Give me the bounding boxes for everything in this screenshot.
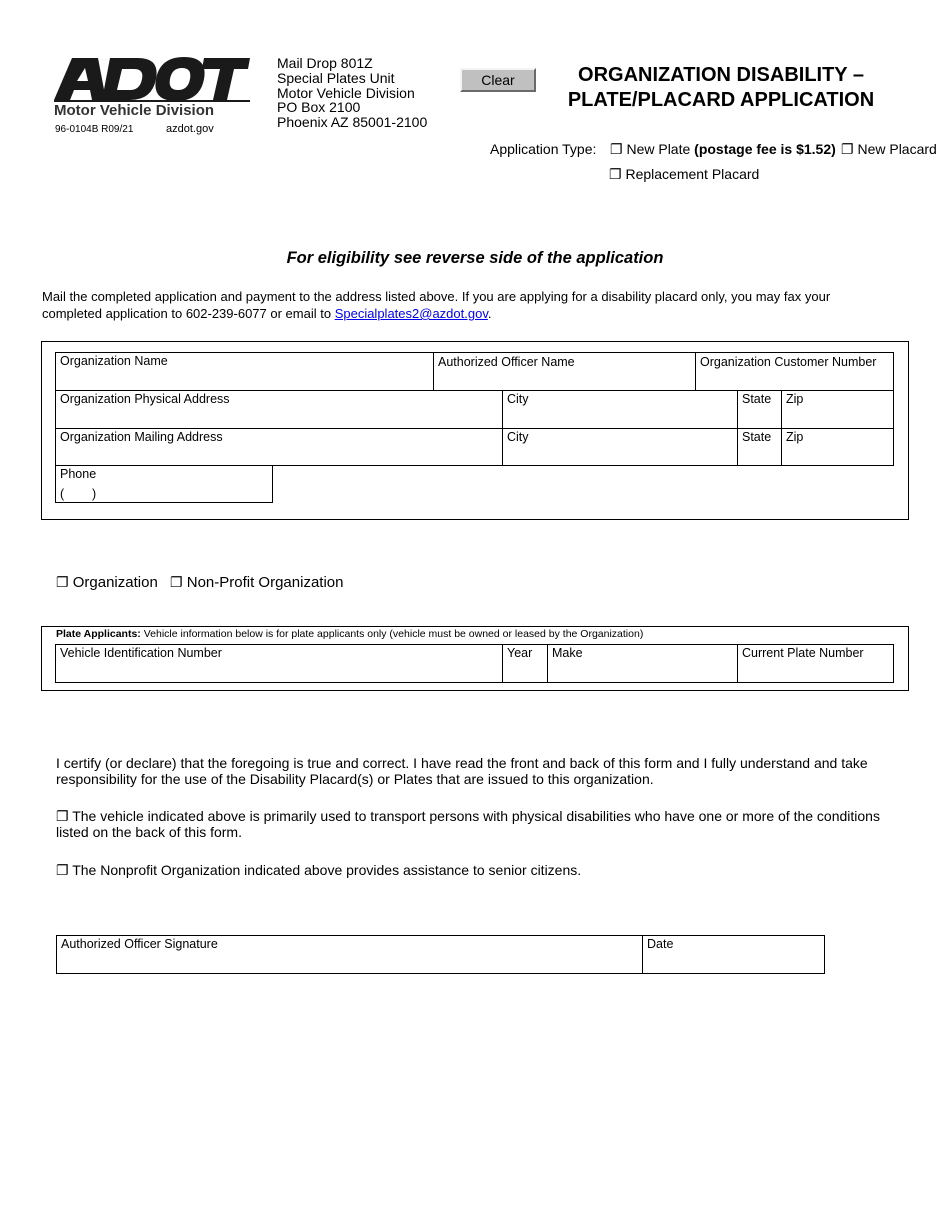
org-name-field[interactable] bbox=[55, 352, 435, 391]
instructions-text: Mail the completed application and payment to the address listed above. If you are applying for a disability placard only, you may fax your completed application to 602-239-6077 or email to bbox=[42, 289, 831, 321]
officer-signature-field[interactable] bbox=[56, 935, 644, 974]
new-placard-option[interactable] bbox=[841, 141, 937, 157]
current-plate-field[interactable] bbox=[737, 644, 894, 683]
mailing-address-field[interactable] bbox=[55, 428, 504, 466]
phone-format: ( ) bbox=[60, 487, 97, 501]
application-type-label: Application Type: bbox=[490, 141, 597, 157]
clear-button[interactable]: Clear bbox=[460, 68, 536, 92]
adot-logo bbox=[54, 56, 250, 102]
org-name-label: Organization Name bbox=[60, 354, 168, 368]
mailing-zip-field[interactable] bbox=[781, 428, 894, 466]
certification-statement: I certify (or declare) that the foregoing is true and correct. I have read the front and back of this form and I fully understand and take responsibility for the use of the Disability Placard(s) or Plates that are issued to this organization. bbox=[56, 755, 868, 787]
instructions bbox=[42, 288, 882, 322]
postage-fee-note: (postage fee is $1.52) bbox=[694, 141, 836, 157]
new-placard-label: New Placard bbox=[857, 141, 937, 157]
address-line: Mail Drop 801Z bbox=[277, 55, 373, 71]
address-line: Phoenix AZ 85001-2100 bbox=[277, 114, 428, 131]
city-label: City bbox=[507, 392, 529, 406]
title-line-1: ORGANIZATION DISABILITY – bbox=[578, 64, 864, 86]
non-profit-label: Non-Profit Organization bbox=[186, 574, 344, 591]
vin-field[interactable] bbox=[55, 644, 504, 683]
mailing-city-field[interactable] bbox=[502, 428, 739, 466]
mailing-state-field[interactable] bbox=[737, 428, 783, 466]
city-label: City bbox=[507, 430, 529, 444]
instructions-end: . bbox=[487, 306, 492, 321]
phone-label: Phone bbox=[60, 467, 97, 481]
non-profit-option[interactable] bbox=[170, 573, 343, 592]
date-field[interactable] bbox=[642, 935, 825, 974]
division-name: Motor Vehicle Division bbox=[54, 102, 215, 119]
physical-city-field[interactable] bbox=[502, 390, 739, 429]
plate-applicants-bold: Plate Applicants: bbox=[56, 628, 141, 640]
make-field[interactable] bbox=[547, 644, 739, 683]
senior-assistance-text: The Nonprofit Organization indicated above provides assistance to senior citizens. bbox=[72, 862, 582, 878]
address-line: Motor Vehicle Division bbox=[277, 84, 415, 101]
year-label: Year bbox=[507, 646, 533, 660]
phone-field[interactable] bbox=[55, 465, 273, 503]
state-label: State bbox=[742, 392, 772, 406]
vin-label: Vehicle Identification Number bbox=[60, 646, 222, 660]
new-plate-label: New Plate bbox=[626, 141, 691, 157]
new-plate-checkbox[interactable]: ❐ bbox=[610, 141, 623, 157]
signature-label: Authorized Officer Signature bbox=[61, 937, 218, 951]
senior-assistance-checkbox[interactable]: ❐ bbox=[56, 862, 69, 878]
form-title bbox=[540, 63, 902, 113]
replacement-placard-checkbox[interactable]: ❐ bbox=[609, 166, 622, 182]
physical-state-field[interactable] bbox=[737, 390, 783, 429]
physical-address-field[interactable] bbox=[55, 390, 504, 429]
organization-option[interactable] bbox=[56, 573, 158, 592]
officer-name-field[interactable] bbox=[433, 352, 696, 391]
current-plate-label: Current Plate Number bbox=[742, 646, 864, 660]
title-line-2: PLATE/PLACARD APPLICATION bbox=[567, 89, 875, 111]
form-number: 96-0104B R09/21 bbox=[55, 124, 134, 135]
physical-zip-field[interactable] bbox=[781, 390, 894, 429]
mailing-address bbox=[277, 56, 427, 130]
mailing-address-label: Organization Mailing Address bbox=[60, 430, 223, 444]
vehicle-transport-text: The vehicle indicated above is primarily used to transport persons with physical disabilities who have one or more of the conditions listed on the back of this form. bbox=[56, 808, 880, 840]
vehicle-transport-checkbox[interactable]: ❐ bbox=[56, 808, 69, 824]
date-label: Date bbox=[647, 937, 674, 951]
organization-checkbox[interactable]: ❐ bbox=[56, 574, 69, 590]
adot-logo-graphic bbox=[54, 56, 250, 102]
state-label: State bbox=[742, 430, 772, 444]
customer-number-label: Organization Customer Number bbox=[700, 355, 877, 369]
email-link[interactable]: Specialplates2@azdot.gov bbox=[334, 306, 488, 321]
customer-number-field[interactable] bbox=[695, 352, 894, 391]
eligibility-note: For eligibility see reverse side of the application bbox=[286, 249, 664, 267]
zip-label: Zip bbox=[786, 430, 804, 444]
address-line: Special Plates Unit bbox=[277, 69, 395, 86]
organization-label: Organization bbox=[72, 574, 158, 591]
make-label: Make bbox=[552, 646, 583, 660]
zip-label: Zip bbox=[786, 392, 804, 406]
replacement-placard-label: Replacement Placard bbox=[625, 166, 760, 182]
new-plate-option[interactable] bbox=[610, 141, 836, 157]
website: azdot.gov bbox=[166, 123, 214, 135]
replacement-placard-option[interactable] bbox=[609, 166, 759, 182]
senior-assistance-statement[interactable] bbox=[56, 862, 896, 878]
officer-name-label: Authorized Officer Name bbox=[438, 355, 575, 369]
non-profit-checkbox[interactable]: ❐ bbox=[170, 574, 183, 590]
year-field[interactable] bbox=[502, 644, 549, 683]
new-placard-checkbox[interactable]: ❐ bbox=[841, 141, 854, 157]
vehicle-transport-statement[interactable] bbox=[56, 808, 902, 840]
physical-address-label: Organization Physical Address bbox=[60, 392, 230, 406]
plate-applicants-heading bbox=[56, 628, 643, 641]
address-line: PO Box 2100 bbox=[277, 99, 361, 116]
plate-applicants-text: Vehicle information below is for plate applicants only (vehicle must be owned or leased by the Organization) bbox=[140, 628, 644, 640]
